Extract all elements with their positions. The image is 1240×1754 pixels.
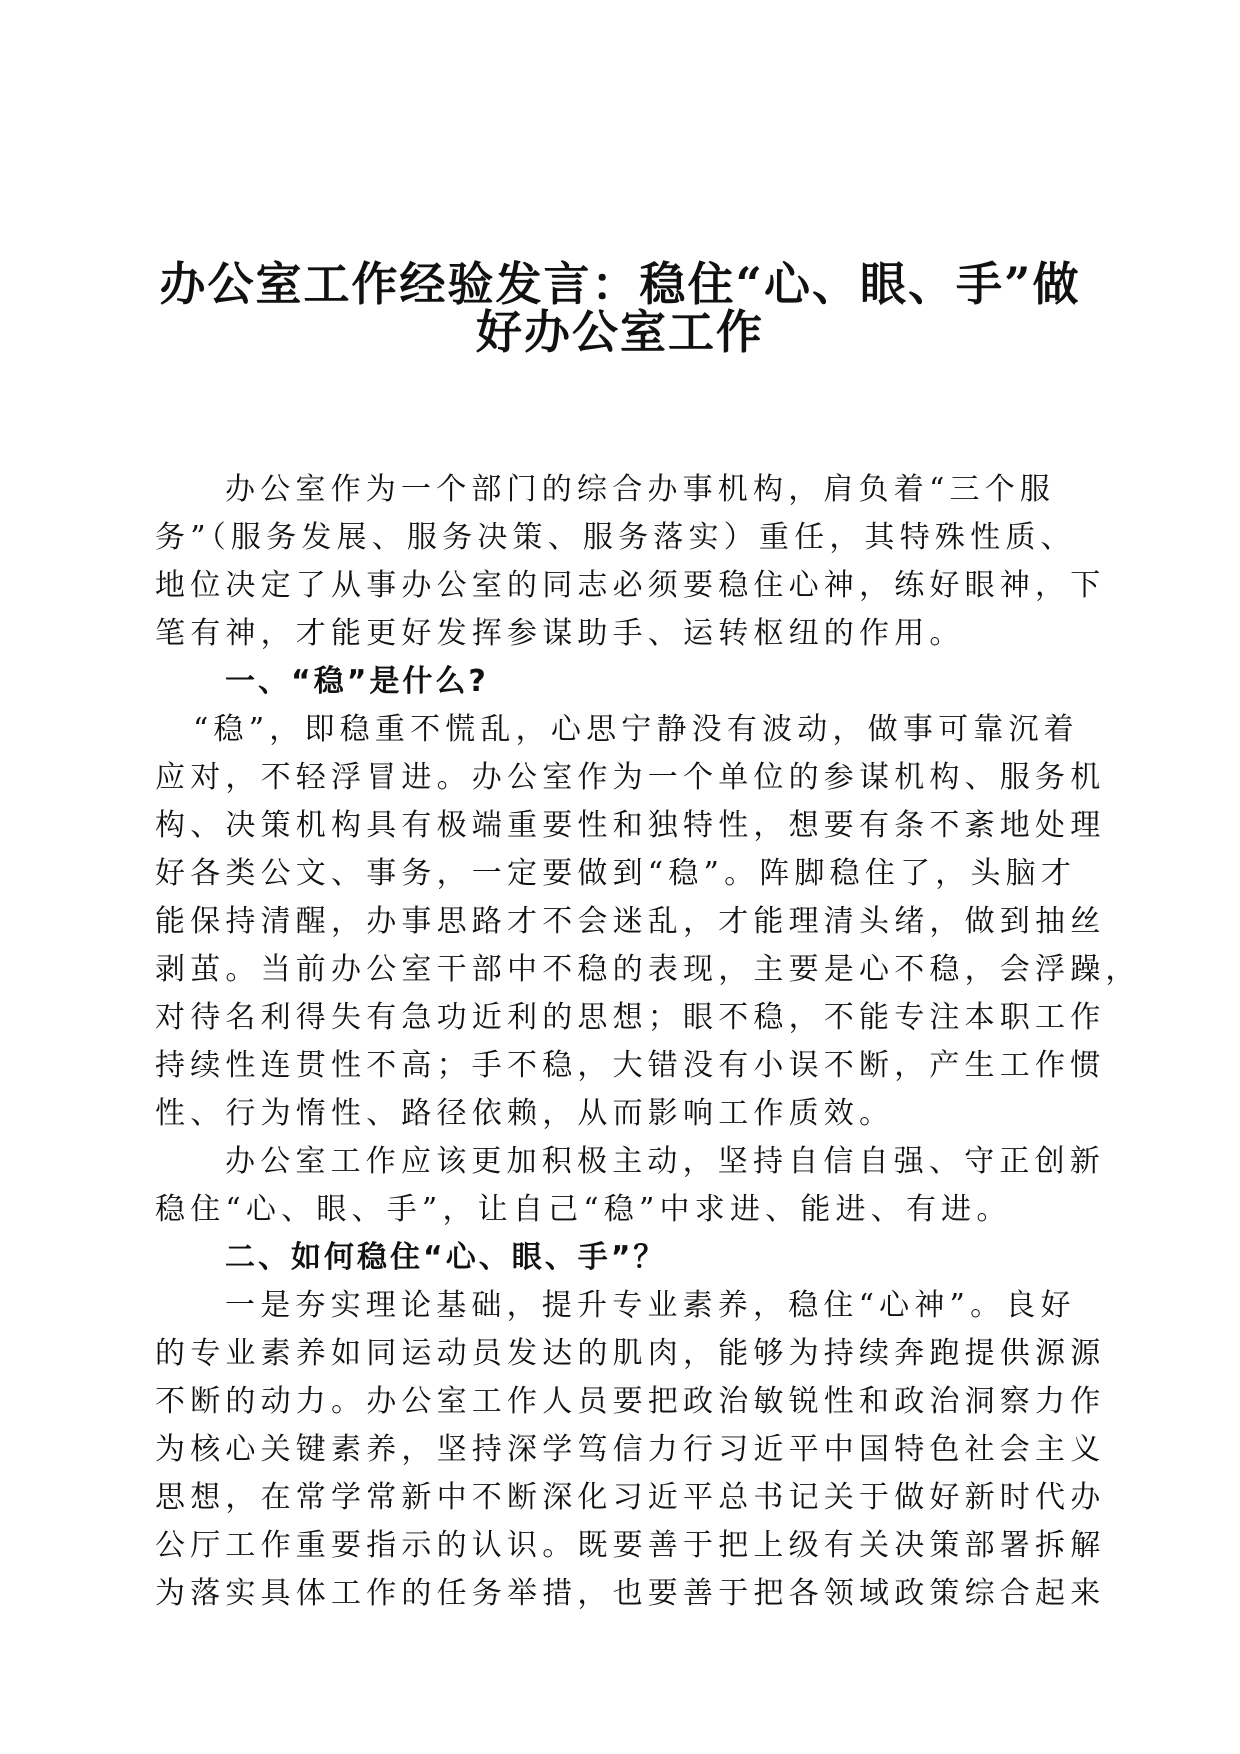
paragraph-line: 为核心关键素养，坚持深学笃信力行习近平中国特色社会主义 xyxy=(155,1432,1106,1467)
paragraph-line: 剥茧。当前办公室干部中不稳的表现，主要是心不稳，会浮躁， xyxy=(155,952,1141,987)
paragraph-line: 构、决策机构具有极端重要性和独特性，想要有条不紊地处理 xyxy=(155,808,1106,843)
paragraph-line: 持续性连贯性不高；手不稳，大错没有小误不断，产生工作惯 xyxy=(155,1048,1106,1083)
paragraph-line: 办公室工作应该更加积极主动，坚持自信自强、守正创新 xyxy=(225,1144,1105,1179)
paragraph-line: 稳住“心、眼、手”，让自己“稳”中求进、能进、有进。 xyxy=(155,1192,1012,1227)
paragraph-line: 的专业素养如同运动员发达的肌肉，能够为持续奔跑提供源源 xyxy=(155,1336,1106,1371)
paragraph-line: 应对，不轻浮冒进。办公室作为一个单位的参谋机构、服务机 xyxy=(155,760,1106,795)
paragraph-line: 能保持清醒，办事思路才不会迷乱，才能理清头绪，做到抽丝 xyxy=(155,904,1106,939)
paragraph-line: 务”（服务发展、服务决策、服务落实）重任，其特殊性质、 xyxy=(155,520,1076,555)
title-line: 办公室工作经验发言：稳住“心、眼、手”做 xyxy=(159,257,1081,311)
document-body xyxy=(155,466,1141,1618)
paragraph-line: 思想，在常学常新中不断深化习近平总书记关于做好新时代办 xyxy=(155,1480,1106,1515)
section-heading: 二、如何稳住“心、眼、手”？ xyxy=(225,1240,667,1275)
paragraph-line: 笔有神，才能更好发挥参谋助手、运转枢纽的作用。 xyxy=(155,616,965,651)
title-line: 好办公室工作 xyxy=(476,305,764,359)
section-heading: 一、“稳”是什么? xyxy=(225,664,489,699)
document-title xyxy=(150,238,1090,359)
paragraph-line: “稳”，即稳重不慌乱，心思宁静没有波动，做事可靠沉着 xyxy=(193,712,1079,747)
paragraph-line: 好各类公文、事务，一定要做到“稳”。阵脚稳住了，头脑才 xyxy=(155,856,1077,891)
paragraph-line: 不断的动力。办公室工作人员要把政治敏锐性和政治洞察力作 xyxy=(155,1384,1106,1419)
paragraph-line: 地位决定了从事办公室的同志必须要稳住心神，练好眼神，下 xyxy=(155,568,1106,603)
paragraph-line: 性、行为惰性、路径依赖，从而影响工作质效。 xyxy=(155,1096,895,1131)
paragraph-line: 对待名利得失有急功近利的思想；眼不稳，不能专注本职工作 xyxy=(155,1000,1106,1035)
paragraph-line: 公厅工作重要指示的认识。既要善于把上级有关决策部署拆解 xyxy=(155,1528,1106,1563)
paragraph-line: 为落实具体工作的任务举措，也要善于把各领域政策综合起来 xyxy=(155,1576,1106,1611)
paragraph-line: 办公室作为一个部门的综合办事机构，肩负着“三个服 xyxy=(225,472,1056,507)
paragraph-line: 一是夯实理论基础，提升专业素养，稳住“心神”。良好 xyxy=(225,1288,1076,1323)
